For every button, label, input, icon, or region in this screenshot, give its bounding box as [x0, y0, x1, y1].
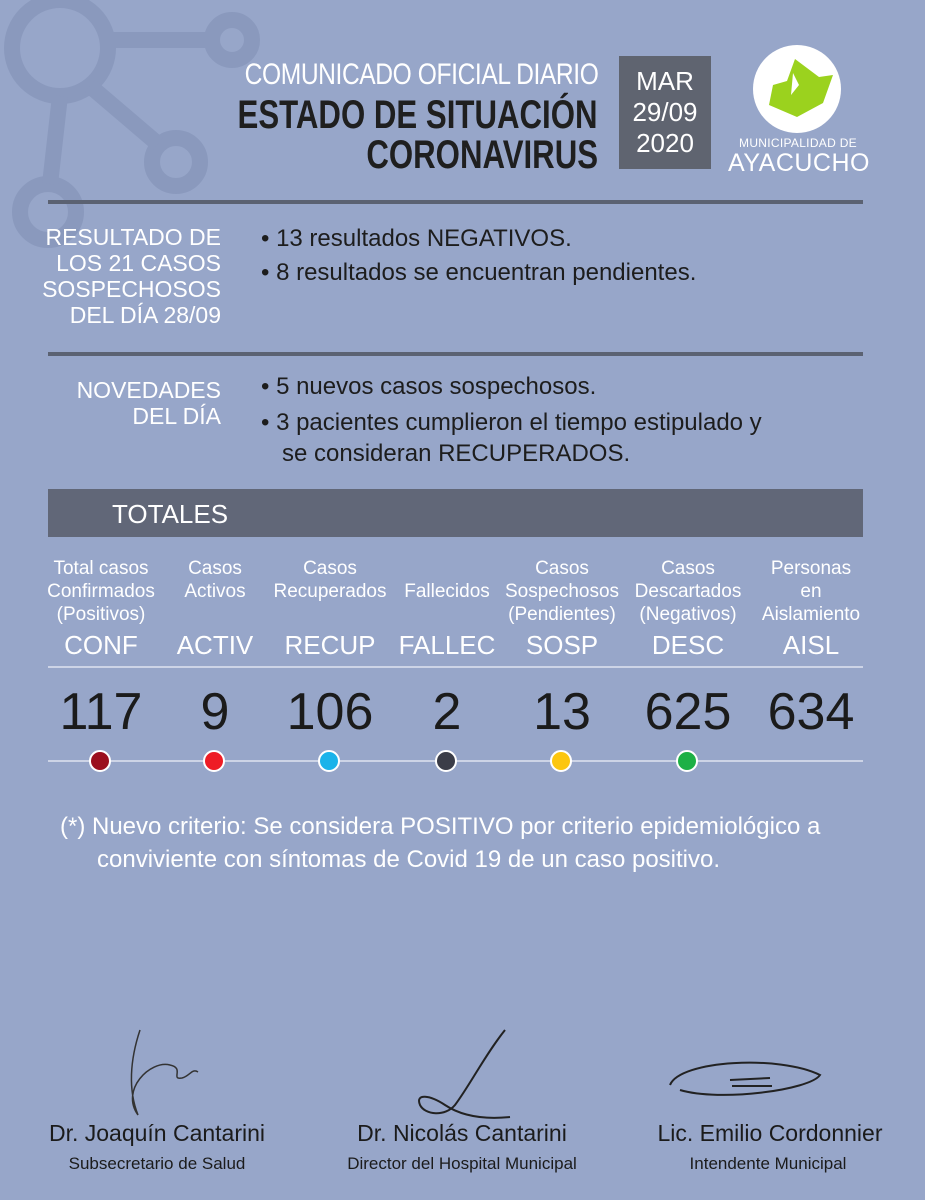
col-desc-line: Fallecidos	[404, 581, 490, 602]
dot-activ	[203, 750, 225, 772]
divider	[48, 200, 863, 204]
totals-title: TOTALES	[112, 499, 229, 529]
results-label-line: LOS 21 CASOS	[56, 250, 221, 276]
header-subtitle: COMUNICADO OFICIAL DIARIO	[244, 58, 598, 91]
results-label-line: DEL DÍA 28/09	[69, 302, 221, 328]
col-desc-line: Total casos	[53, 558, 149, 579]
results-label-line: SOSPECHOSOS	[42, 276, 221, 302]
col-desc-line: Casos	[303, 558, 357, 579]
col-abbr-conf: CONF	[64, 630, 138, 660]
results-bullet: • 13 resultados NEGATIVOS.	[261, 225, 572, 252]
results-bullet: • 8 resultados se encuentran pendientes.	[261, 259, 697, 286]
col-desc-conf	[36, 557, 166, 626]
col-desc-line: Casos	[188, 558, 242, 579]
col-desc-fallec	[382, 580, 512, 603]
col-desc-line: (Negativos)	[639, 604, 737, 625]
date-date: 29/09	[632, 97, 698, 127]
col-desc-line: (Positivos)	[56, 604, 146, 625]
value-aisl: 634	[767, 683, 855, 741]
signature-name-2: Dr. Nicolás Cantarini	[357, 1120, 567, 1146]
news-bullet-continuation: se consideran RECUPERADOS.	[282, 440, 631, 467]
col-desc-line: Activos	[184, 581, 246, 602]
col-abbr-aisl: AISL	[782, 630, 840, 660]
col-desc-line: Aislamiento	[761, 604, 861, 625]
value-conf: 117	[59, 683, 143, 741]
col-desc-line: en	[800, 581, 822, 602]
logo-icon	[753, 45, 841, 133]
results-label-line: RESULTADO DE	[45, 224, 221, 250]
col-desc-line: Casos	[661, 558, 715, 579]
municipality-logo	[753, 45, 841, 133]
signature-name-3: Lic. Emilio Cordonnier	[657, 1120, 883, 1146]
logo-name: AYACUCHO	[728, 149, 870, 177]
col-desc-line: Descartados	[634, 581, 742, 602]
col-desc-desc	[623, 557, 753, 626]
news-label	[77, 377, 221, 429]
col-desc-sosp	[497, 557, 627, 626]
dot-fallec	[435, 750, 457, 772]
signature-name-1: Dr. Joaquín Cantarini	[48, 1120, 266, 1146]
col-desc-line: Sospechosos	[504, 581, 620, 602]
totals-divider	[48, 666, 863, 668]
logo-top-text: MUNICIPALIDAD DE	[739, 136, 857, 150]
col-desc-line: (Pendientes)	[508, 604, 616, 625]
col-abbr-recup: RECUP	[284, 630, 376, 660]
criteria-note-line1: (*) Nuevo criterio: Se considera POSITIVO por criterio epidemiológico a	[60, 813, 821, 840]
col-desc-line: Personas	[770, 558, 852, 579]
col-abbr-desc: DESC	[651, 630, 725, 660]
dot-recup	[318, 750, 340, 772]
header-title-2: CORONAVIRUS	[366, 133, 598, 177]
dot-conf	[89, 750, 111, 772]
news-label-line: NOVEDADES	[76, 377, 221, 403]
col-desc-recup	[265, 557, 395, 603]
dot-sosp	[550, 750, 572, 772]
date-day: MAR	[636, 66, 694, 96]
col-abbr-activ: ACTIV	[176, 630, 254, 660]
col-desc-aisl	[746, 557, 876, 626]
col-desc-line: Recuperados	[273, 581, 387, 602]
col-desc-line: Casos	[535, 558, 589, 579]
value-recup: 106	[286, 683, 374, 741]
header-title: ESTADO DE SITUACIÓN	[238, 93, 598, 137]
criteria-note-line2: conviviente con síntomas de Covid 19 de un caso positivo.	[97, 846, 721, 873]
results-label	[42, 224, 221, 328]
molecule-graphic	[0, 0, 270, 260]
dot-desc	[676, 750, 698, 772]
value-sosp: 13	[533, 683, 591, 741]
col-abbr-sosp: SOSP	[525, 630, 599, 660]
divider	[48, 352, 863, 356]
date-year: 2020	[636, 128, 694, 158]
signature-role-2: Director del Hospital Municipal	[347, 1154, 577, 1173]
col-desc-activ	[150, 557, 280, 603]
signature-3	[660, 1050, 830, 1110]
news-bullet: • 3 pacientes cumplieron el tiempo estipulado y	[261, 409, 762, 436]
value-fallec: 2	[432, 683, 462, 741]
value-desc: 625	[644, 683, 732, 741]
signature-role-3: Intendente Municipal	[689, 1154, 847, 1173]
news-label-line: DEL DÍA	[132, 403, 221, 429]
news-bullet: • 5 nuevos casos sospechosos.	[261, 373, 597, 400]
col-desc-line: Confirmados	[47, 581, 155, 602]
signature-role-1: Subsecretario de Salud	[68, 1154, 246, 1173]
date-box	[619, 56, 711, 169]
signature-2	[400, 1025, 520, 1125]
col-abbr-fallec: FALLEC	[398, 630, 496, 660]
value-activ: 9	[200, 683, 230, 741]
